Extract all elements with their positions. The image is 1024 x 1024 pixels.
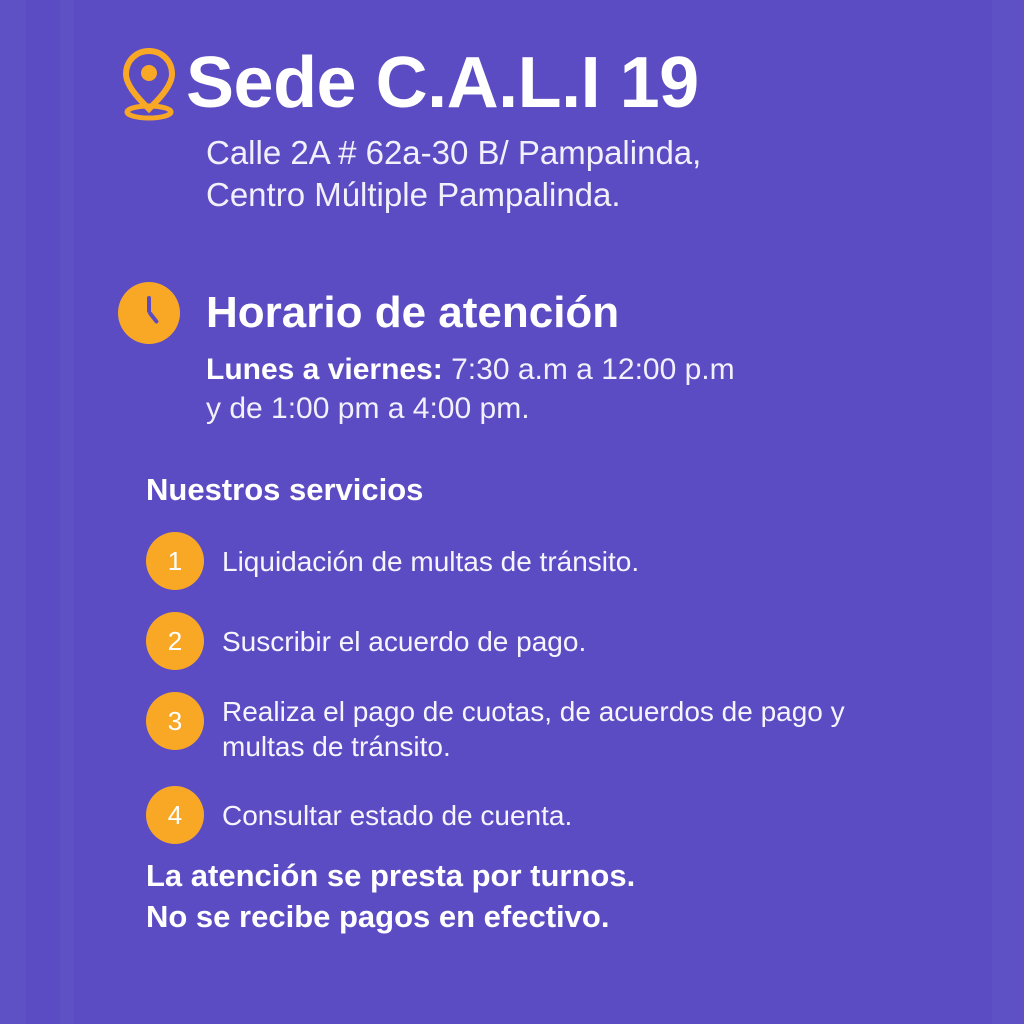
schedule-detail	[206, 350, 978, 428]
background-band	[60, 0, 74, 1024]
schedule-line-1	[206, 350, 978, 389]
list-item	[146, 692, 976, 764]
schedule-days-label: Lunes a viernes:	[206, 353, 443, 386]
address-line-1: Calle 2A # 62a-30 B/ Pampalinda,	[206, 133, 702, 171]
service-text: Realiza el pago de cuotas, de acuerdos de pago y multas de tránsito.	[222, 696, 845, 762]
header	[118, 43, 978, 216]
service-text: Suscribir el acuerdo de pago.	[222, 626, 587, 657]
service-number-badge: 4	[146, 786, 204, 844]
list-item	[146, 612, 976, 670]
clock-icon	[118, 282, 180, 344]
service-number-badge: 2	[146, 612, 204, 670]
services-title: Nuestros servicios	[146, 472, 424, 507]
schedule-title-row	[118, 282, 978, 344]
list-item	[146, 786, 976, 844]
service-text: Liquidación de multas de tránsito.	[222, 546, 640, 577]
service-text: Consultar estado de cuenta.	[222, 800, 573, 831]
address-block	[206, 132, 978, 216]
list-item	[146, 532, 976, 590]
background-band	[0, 0, 26, 1024]
background-band	[992, 0, 1024, 1024]
page-title: Sede C.A.L.I 19	[186, 43, 699, 123]
header-title-row	[118, 43, 978, 123]
schedule-hours-2: y de 1:00 pm a 4:00 pm.	[206, 392, 530, 425]
footer-note	[146, 856, 635, 938]
footer-line-1: La atención se presta por turnos.	[146, 858, 636, 893]
address-line-2: Centro Múltiple Pampalinda.	[206, 175, 621, 213]
service-number-badge: 3	[146, 692, 204, 750]
location-pin-icon	[118, 47, 180, 121]
services-section	[146, 472, 976, 866]
service-number-badge: 1	[146, 532, 204, 590]
footer-line-2: No se recibe pagos en efectivo.	[146, 898, 610, 934]
schedule-hours-1: 7:30 a.m a 12:00 p.m	[451, 353, 735, 386]
schedule-section	[118, 282, 978, 428]
schedule-title: Horario de atención	[206, 288, 620, 337]
